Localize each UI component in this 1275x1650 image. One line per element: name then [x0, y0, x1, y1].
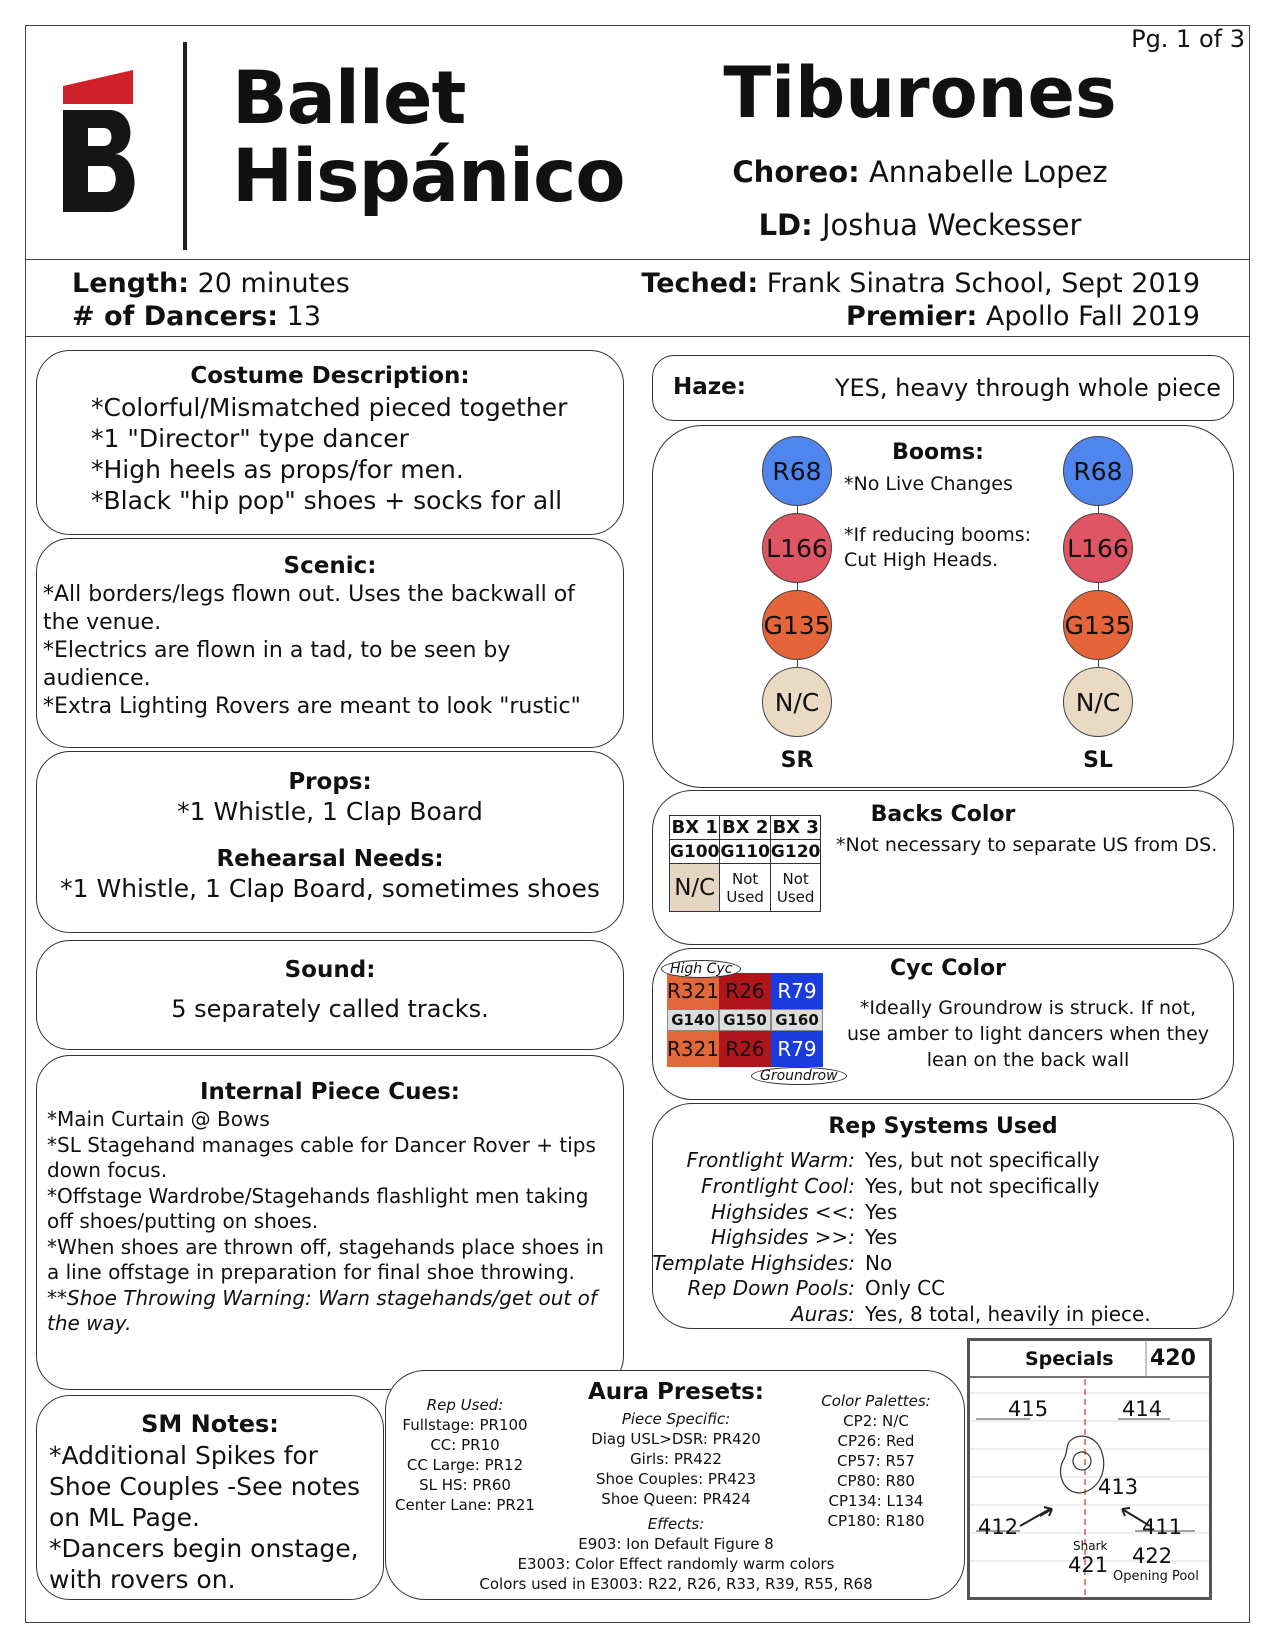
premier-label: Premier: [846, 301, 978, 332]
cues-title: Internal Piece Cues: [200, 1079, 460, 1105]
backs-box [652, 790, 1234, 945]
dancers-line [72, 301, 321, 332]
rep-row [650, 1174, 1240, 1199]
sm-notes-title: SM Notes: [141, 1410, 279, 1438]
sm-notes-list [49, 1440, 375, 1595]
backs-title: Backs Color [870, 802, 1016, 827]
effect-item: Colors used in E3003: R22, R26, R33, R39, R55, R68 [479, 1575, 873, 1593]
rep-value: Only CC [865, 1276, 946, 1300]
cyc-bottom-cell: R321 [667, 1031, 719, 1067]
cue-line: *SL Stagehand manages cable for Dancer Rover + tips down focus. [47, 1132, 596, 1182]
choreo-value: Annabelle Lopez [868, 155, 1108, 189]
booms-note1: *No Live Changes [844, 473, 1013, 495]
rep-title: Rep Systems Used [828, 1114, 1058, 1139]
cyc-top-cell: R79 [771, 973, 823, 1009]
rep-used-item: CC Large: PR12 [406, 1456, 524, 1474]
dancers-value: 13 [286, 301, 322, 332]
boom-sr-nc: N/C [762, 667, 832, 737]
palette-item: CP180: R180 [827, 1512, 925, 1530]
backs-header: BX 2 [720, 816, 770, 840]
cues-list [47, 1107, 611, 1337]
cue-warning [47, 1286, 611, 1337]
sm-note-line: *Additional Spikes for Shoe Couples -See notes on ML Page. [49, 1441, 361, 1532]
rehearsal-title: Rehearsal Needs: [216, 846, 444, 872]
cue-line: *Offstage Wardrobe/Stagehands flashlight men taking off shoes/putting on shoes. [47, 1183, 589, 1233]
high-cyc-label: High Cyc [661, 960, 741, 978]
boom-sr-r68: R68 [762, 436, 832, 506]
cyc-note: *Ideally Groundrow is struck. If not, use amber to light dancers when they lean on the back wall [846, 997, 1210, 1071]
shark-label: Shark [1073, 1539, 1108, 1553]
effect-item: E903: Ion Default Figure 8 [578, 1535, 774, 1553]
ld-value: Joshua Weckesser [821, 208, 1082, 242]
backs-gel: G120 [770, 841, 821, 862]
props-text: *1 Whistle, 1 Clap Board [177, 797, 483, 826]
sm-note-line: *Dancers begin onstage, with rovers on. [49, 1534, 359, 1594]
palette-item: CP134: L134 [828, 1492, 924, 1510]
sound-box [36, 940, 624, 1050]
special-415: 415 [1008, 1397, 1049, 1421]
choreo-line [660, 155, 1180, 189]
rep-row [650, 1302, 1240, 1327]
haze-label: Haze: [673, 374, 746, 400]
cyc-gel-label: G150 [719, 1009, 771, 1031]
teched-line [641, 268, 1200, 299]
groundrow-label: Groundrow [751, 1067, 847, 1085]
boom-sl-r68: R68 [1063, 436, 1133, 506]
haze-value: YES, heavy through whole piece [834, 374, 1221, 402]
costume-box [36, 350, 624, 535]
cyc-grid [667, 973, 845, 1073]
special-421: 421 [1068, 1553, 1109, 1577]
palette-item: CP26: Red [837, 1432, 915, 1450]
aura-effects [426, 1514, 926, 1594]
rep-used-item: Center Lane: PR21 [395, 1496, 535, 1514]
scenic-box [36, 538, 624, 748]
palettes-title: Color Palettes: [821, 1392, 931, 1410]
brand-line2: Hispánico [232, 134, 625, 219]
rep-row [650, 1225, 1240, 1250]
ld-line [660, 208, 1180, 242]
length-line [72, 268, 350, 299]
cyc-top-cell: R26 [719, 973, 771, 1009]
palette-item: CP80: R80 [837, 1472, 915, 1490]
cues-box [36, 1055, 624, 1390]
rep-key: Highsides >>: [711, 1225, 855, 1249]
scenic-line: *All borders/legs flown out. Uses the backwall of the venue. [43, 582, 575, 635]
cyc-gel-label: G160 [771, 1009, 823, 1031]
cyc-title: Cyc Color [890, 956, 1006, 981]
rep-key: Highsides <<: [711, 1200, 855, 1224]
brand-logo [58, 62, 138, 212]
brand-line1: Ballet [232, 56, 466, 141]
piece-title: Tiburones [723, 52, 1117, 134]
ld-label: LD: [758, 208, 813, 242]
scenic-title: Scenic: [283, 553, 377, 579]
cyc-box [652, 948, 1234, 1100]
effects-title: Effects: [647, 1515, 705, 1533]
header-divider [25, 259, 1250, 260]
rep-used-item: Fullstage: PR100 [402, 1416, 528, 1434]
aura-title: Aura Presets: [587, 1379, 764, 1405]
rep-row [650, 1251, 1240, 1276]
booms-note2: *If reducing booms: Cut High Heads. [844, 524, 1032, 571]
booms-title: Booms: [892, 440, 984, 465]
costume-line: *High heels as props/for men. [91, 455, 464, 484]
rep-key: Auras: [791, 1302, 855, 1326]
rep-row [650, 1200, 1240, 1225]
rep-key: Frontlight Cool: [701, 1174, 855, 1198]
boom-sr-l166: L166 [762, 513, 832, 583]
scenic-line: *Extra Lighting Rovers are meant to look "rustic" [43, 694, 581, 719]
sm-notes-box [36, 1395, 384, 1600]
rep-used-item: SL HS: PR60 [419, 1476, 511, 1494]
length-value: 20 minutes [197, 268, 350, 299]
scenic-list [43, 581, 617, 721]
special-414: 414 [1122, 1397, 1163, 1421]
info-divider [25, 336, 1250, 337]
piece-specific-item: Girls: PR422 [630, 1450, 722, 1468]
costume-line: *1 "Director" type dancer [91, 424, 409, 453]
costume-line: *Colorful/Mismatched pieced together [91, 393, 568, 422]
backs-header: BX 3 [770, 816, 820, 840]
length-label: Length: [72, 268, 189, 299]
piece-specific-item: Diag USL>DSR: PR420 [591, 1430, 761, 1448]
palette-item: CP2: N/C [843, 1412, 909, 1430]
premier-value: Apollo Fall 2019 [985, 301, 1200, 332]
scenic-line: *Electrics are flown in a tad, to be seen by audience. [43, 638, 511, 691]
rep-value: Yes [865, 1200, 898, 1224]
backs-value: Not Used [770, 864, 820, 912]
rep-value: No [865, 1251, 893, 1275]
cyc-bottom-cell: R26 [719, 1031, 771, 1067]
rep-used-item: CC: PR10 [430, 1436, 500, 1454]
boom-sl-l166: L166 [1063, 513, 1133, 583]
logo-icon [58, 62, 138, 212]
costume-list [91, 392, 623, 516]
premier-line [846, 301, 1200, 332]
page-number: Pg. 1 of 3 [1131, 25, 1245, 53]
costume-title: Costume Description: [190, 363, 470, 389]
rep-key: Template Highsides: [652, 1251, 855, 1275]
specials-title: Specials [1025, 1348, 1114, 1370]
effect-item: E3003: Color Effect randomly warm colors [517, 1555, 835, 1573]
palette-item: CP57: R57 [837, 1452, 915, 1470]
props-box [36, 751, 624, 933]
rep-key: Rep Down Pools: [687, 1276, 855, 1300]
cue-line: *Main Curtain @ Bows [47, 1107, 270, 1131]
booms-box [652, 425, 1234, 788]
special-411: 411 [1142, 1515, 1183, 1539]
backs-value-nc: N/C [670, 864, 720, 912]
teched-value: Frank Sinatra School, Sept 2019 [766, 268, 1200, 299]
boom-sr-g135: G135 [762, 590, 832, 660]
props-title: Props: [288, 769, 372, 795]
sound-title: Sound: [284, 957, 376, 983]
warning-text: Shoe Throwing Warning: Warn stagehands/get out of the way. [47, 1285, 597, 1335]
special-413: 413 [1098, 1475, 1139, 1499]
piece-specific-item: Shoe Couples: PR423 [595, 1470, 756, 1488]
boom-sl-nc: N/C [1063, 667, 1133, 737]
teched-label: Teched: [641, 268, 759, 299]
costume-line: *Black "hip pop" shoes + socks for all [91, 486, 563, 515]
logo-divider [183, 42, 187, 250]
backs-gel: G110 [720, 841, 770, 862]
haze-box [652, 355, 1234, 421]
boom-sl-g135: G135 [1063, 590, 1133, 660]
sound-text: 5 separately called tracks. [171, 995, 489, 1023]
aura-color-palettes [796, 1391, 956, 1531]
special-422: 422 [1132, 1544, 1173, 1568]
rep-value: Yes, 8 total, heavily in piece. [865, 1302, 1151, 1326]
cue-line: *When shoes are thrown off, stagehands place shoes in a line offstage in preparation for final shoe throwing. [47, 1234, 604, 1284]
choreo-label: Choreo: [732, 155, 860, 189]
rep-value: Yes, but not specifically [865, 1148, 1100, 1172]
rep-value: Yes, but not specifically [865, 1174, 1100, 1198]
rep-used-title: Rep Used: [426, 1396, 504, 1414]
special-412: 412 [978, 1515, 1019, 1539]
backs-gel: G100 [670, 841, 720, 862]
cyc-top-cell: R321 [667, 973, 719, 1009]
cyc-gel-label: G140 [667, 1009, 719, 1031]
rep-row [650, 1276, 1240, 1301]
opening-pool-label: Opening Pool [1113, 1569, 1199, 1584]
warning-prefix: ** [47, 1285, 67, 1310]
sr-label: SR [780, 748, 814, 773]
backs-note: *Not necessary to separate US from DS. [836, 834, 1218, 856]
piece-specific-item: Shoe Queen: PR424 [601, 1490, 751, 1508]
aura-rep-used [390, 1395, 540, 1515]
cyc-bottom-cell: R79 [771, 1031, 823, 1067]
dancers-label: # of Dancers: [72, 301, 279, 332]
sl-label: SL [1083, 748, 1113, 773]
rep-row [650, 1148, 1240, 1173]
backs-value: Not Used [720, 864, 770, 912]
rep-value: Yes [865, 1225, 898, 1249]
aura-piece-specific [556, 1409, 796, 1509]
specials-plot [967, 1338, 1212, 1600]
specials-number: 420 [1150, 1346, 1196, 1371]
aura-box [385, 1370, 965, 1600]
rehearsal-text: *1 Whistle, 1 Clap Board, sometimes shoes [60, 874, 600, 903]
backs-header: BX 1 [670, 816, 720, 840]
piece-specific-title: Piece Specific: [621, 1410, 731, 1428]
backs-table [669, 815, 821, 912]
rep-key: Frontlight Warm: [686, 1148, 855, 1172]
